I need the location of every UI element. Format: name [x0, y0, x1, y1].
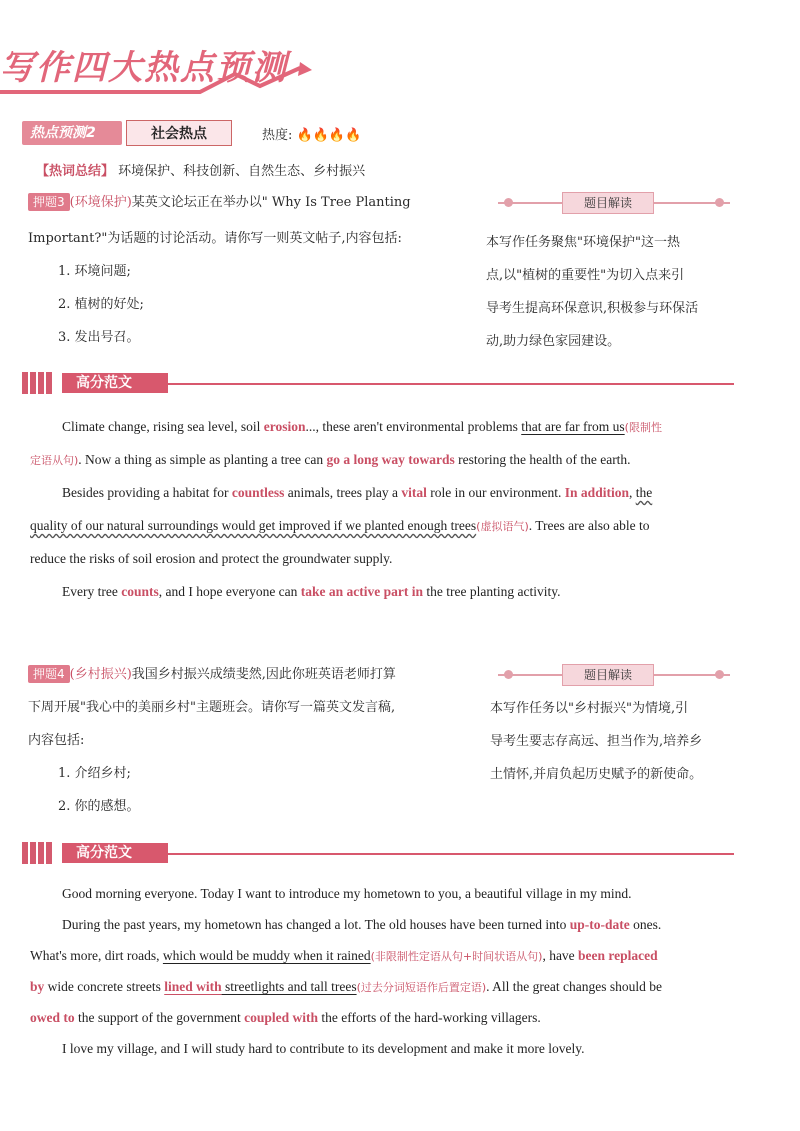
hot-topic-badge: 热点预测2 — [22, 121, 122, 145]
flame-icon: 🔥🔥🔥🔥 — [296, 128, 362, 143]
essay1-line1: Climate change, rising sea level, soil erosion..., these aren't environmental problems that are far from us(限制性 — [62, 419, 662, 434]
task4-line3: 内容包括: — [28, 733, 85, 748]
task3-tag: 押题3 — [28, 193, 70, 211]
essay2-line1: Good morning everyone. Today I want to introduce my hometown to you, a beautiful village in my mind. — [62, 886, 632, 901]
essay2-line5: owed to the support of the government coupled with the efforts of the hard-working villagers. — [30, 1010, 541, 1025]
task4-item-1: 1. 介绍乡村; — [58, 766, 131, 781]
summary-text: 环境保护、科技创新、自然生态、乡村振兴 — [118, 164, 366, 179]
task3-line1: 押题3 (环境保护)某英文论坛正在举办以" Why Is Tree Planting — [28, 186, 411, 219]
essay1-line4: quality of our natural surroundings would get improved if we planted enough trees(虚拟语气). Trees are also able to — [30, 518, 650, 533]
essay1-line3: Besides providing a habitat for countless animals, trees play a vital role in our environment. In addition, the — [62, 485, 653, 500]
model-essay-header — [22, 372, 734, 394]
task3-topic: (环境保护) — [69, 195, 132, 210]
summary-label: 【热词总结】 — [36, 164, 115, 179]
essay1-line6: Every tree counts, and I hope everyone can take an active part in the tree planting activity. — [62, 584, 561, 599]
model-essay-header — [22, 842, 734, 864]
task3-interpretation-text: 本写作任务聚焦"环境保护"这一热 点,以"植树的重要性"为切入点来引 导考生提高环保意识,积极参与环保活 动,助力绿色家园建设。 — [486, 235, 699, 349]
essay2-line4: by wide concrete streets lined with streetlights and tall trees(过去分词短语作后置定语). All the great changes should be — [30, 979, 663, 994]
heat-label: 热度: — [262, 128, 293, 143]
keyword-summary — [36, 160, 365, 179]
task4-tag: 押题4 — [28, 665, 70, 683]
interpretation-label: 题目解读 — [562, 664, 654, 686]
task3-item-3: 3. 发出号召。 — [58, 330, 140, 345]
task4-line2: 下周开展"我心中的美丽乡村"主题班会。请你写一篇英文发言稿, — [28, 700, 396, 715]
task4-line1: 押题4 (乡村振兴)我国乡村振兴成绩斐然,因此你班英语老师打算 — [28, 658, 396, 691]
interpretation-label: 题目解读 — [562, 192, 654, 214]
books-icon — [22, 842, 54, 864]
section-label: 高分范文 — [62, 373, 168, 393]
interpretation-header — [498, 664, 730, 686]
topic-label: 社会热点 — [126, 120, 232, 146]
task3-interpretation — [498, 192, 730, 214]
task4-topic: (乡村振兴) — [69, 667, 132, 682]
task3-item-2: 2. 植树的好处; — [58, 297, 144, 312]
task4-item-2: 2. 你的感想。 — [58, 799, 140, 814]
essay2-line6: I love my village, and I will study hard to contribute to its development and make it more lovely. — [62, 1041, 585, 1056]
essay1-line5: reduce the risks of soil erosion and protect the groundwater supply. — [30, 551, 393, 566]
essay2-line2: During the past years, my hometown has changed a lot. The old houses have been turned into up-to-date ones. — [62, 917, 662, 932]
header-arrow-graphic — [0, 62, 320, 102]
task3-line2: Important?"为话题的讨论活动。请你写一则英文帖子,内容包括: — [28, 231, 402, 246]
books-icon — [22, 372, 54, 394]
task4-interpretation — [498, 664, 730, 686]
task3-item-1: 1. 环境问题; — [58, 264, 131, 279]
page-title: 写作四大热点预测 — [0, 48, 288, 88]
essay2-line3: What's more, dirt roads, which would be muddy when it rained(非限制性定语从句+时间状语从句), have been replaced — [30, 948, 658, 963]
heat-rating — [262, 124, 361, 143]
section-label: 高分范文 — [62, 843, 168, 863]
essay1-line2: 定语从句). Now a thing as simple as planting a tree can go a long way towards restoring the health of the earth. — [30, 452, 631, 467]
task4-interpretation-text: 本写作任务以"乡村振兴"为情境,引 导考生要志存高远、担当作为,培养乡 土情怀,并肩负起历史赋予的新使命。 — [490, 701, 703, 782]
interpretation-header — [498, 192, 730, 214]
